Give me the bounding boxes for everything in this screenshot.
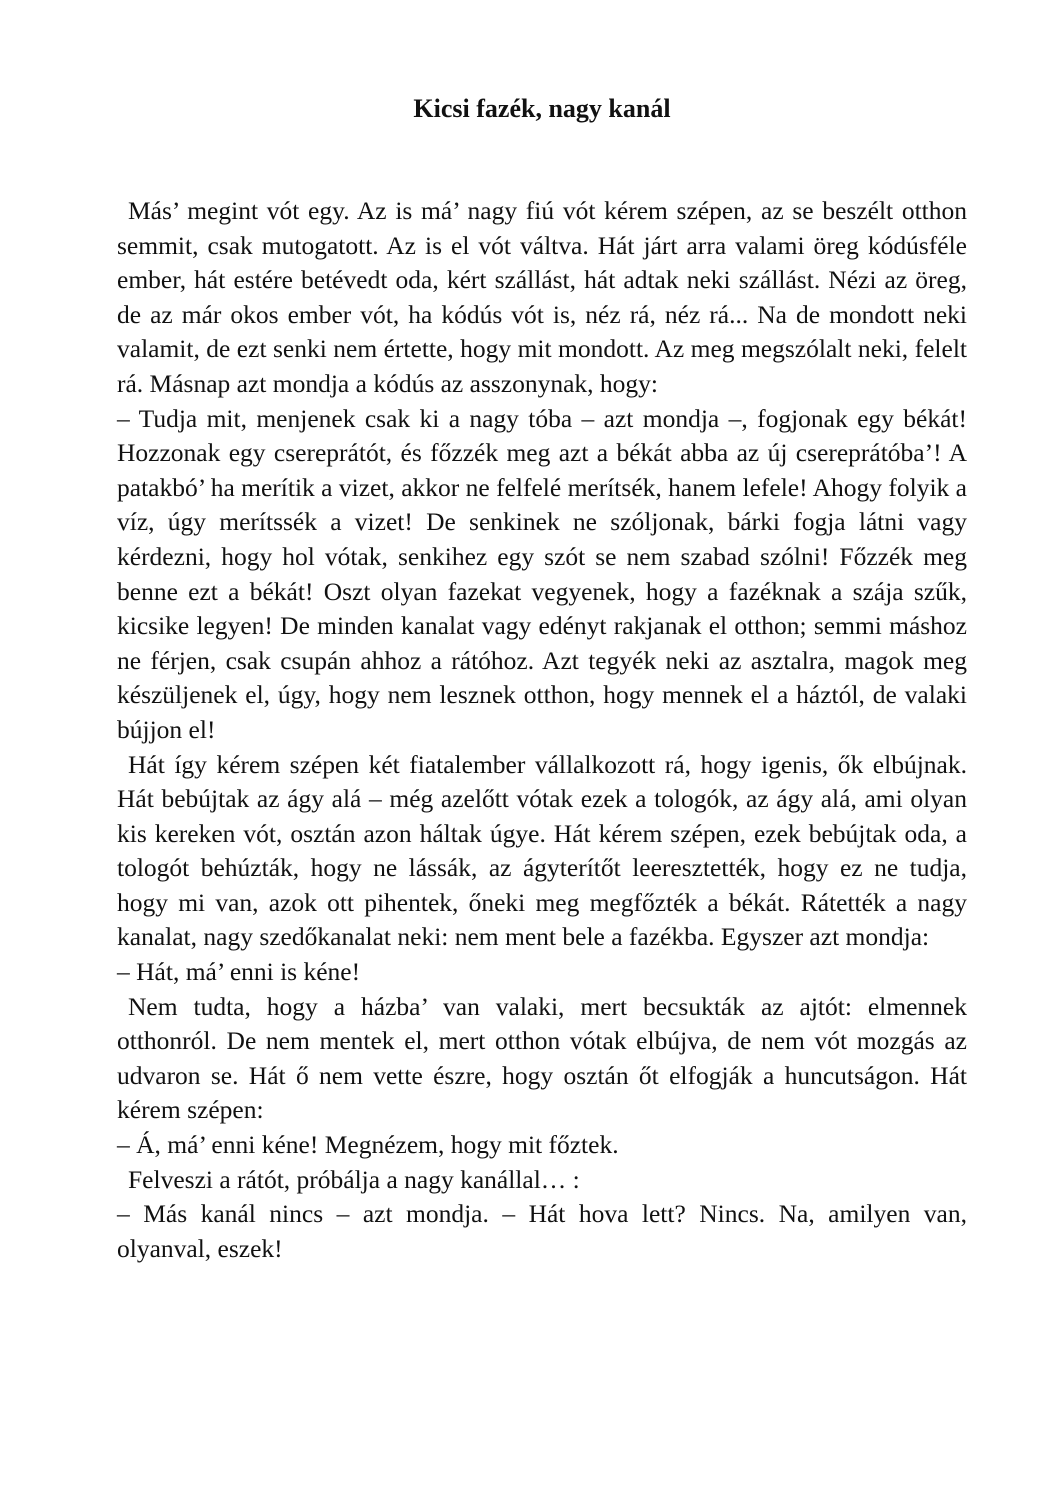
dialogue-line: – Hát, má’ enni is kéne!	[117, 957, 361, 987]
dialogue-line: – Tudja mit, menjenek csak ki a nagy tóba – azt mondja –, fogjonak egy békát! Hozzonak egy csereprátót, és főzzék meg azt a békát abba az új csereprátóba’! A patakbó’ ha merítik a vizet, akkor ne felfelé merítsék, hanem lefele! Ahogy folyik a víz, úgy merítssék a vizet! De senkinek ne szóljonak, bárki fogja látni vagy kérdezni, hogy hol vótak, senkihez egy szót se nem szabad szólni! Főzzék meg benne ezt a békát! Oszt olyan fazekat vegyenek, hogy a fazéknak a szája szűk, kicsike legyen! De minden kanalat vagy edényt rakjanak el otthon; semmi máshoz ne férjen, csak csupán ahhoz a rátóhoz. Azt tegyék neki az asztalra, magok meg készüljenek el, úgy, hogy nem lesznek otthon, hogy mennek el a háztól, de valaki bújjon el!	[117, 403, 967, 744]
paragraph: Hát így kérem szépen két fiatalember vállalkozott rá, hogy igenis, ők elbújnak. Hát bebújtak az ágy alá – még azelőtt vótak ezek a tologók, az ágy alá, ami olyan kis kereken vót, osztán azon háltak úgye. Hát kérem szépen, ezek bebújtak oda, a tologót behúzták, hogy ne lássák, az ágyterítőt leeresztették, hogy ez ne tudja, hogy mi van, azok ott pihentek, őneki meg megfőzték a békát. Rátették a nagy kanalat, nagy szedőkanalat neki: nem ment bele a fazékba. Egyszer azt mondja:	[117, 749, 967, 952]
paragraph: Felveszi a rátót, próbálja a nagy kanállal… :	[128, 1164, 580, 1194]
story-body	[117, 194, 967, 1266]
paragraph: Nem tudta, hogy a házba’ van valaki, mert becsukták az ajtót: elmennek otthonról. De nem mentek el, mert otthon vótak elbújva, de nem vót mozgás az udvaron se. Hát ő nem vette észre, hogy osztán őt elfogják a huncutságon. Hát kérem szépen:	[117, 991, 967, 1125]
dialogue-line: – Á, má’ enni kéne! Megnézem, hogy mit főztek.	[117, 1130, 619, 1160]
paragraph: Más’ megint vót egy. Az is má’ nagy fiú vót kérem szépen, az se beszélt otthon semmit, csak mutogatott. Az is el vót váltva. Hát járt arra valami öreg kódúsféle ember, hát estére betévedt oda, kért szállást, hát adtak neki szállást. Nézi az öreg, de az már okos ember vót, ha kódús vót is, néz rá, néz rá... Na de mondott neki valamit, de ezt senki nem értette, hogy mit mondott. Az meg megszólalt neki, felelt rá. Másnap azt mondja a kódús az asszonynak, hogy:	[117, 196, 967, 398]
dialogue-line: – Más kanál nincs – azt mondja. – Hát hova lett? Nincs. Na, amilyen van, olyanval, eszek!	[117, 1199, 967, 1263]
page-title: Kicsi fazék, nagy kanál	[413, 94, 671, 123]
